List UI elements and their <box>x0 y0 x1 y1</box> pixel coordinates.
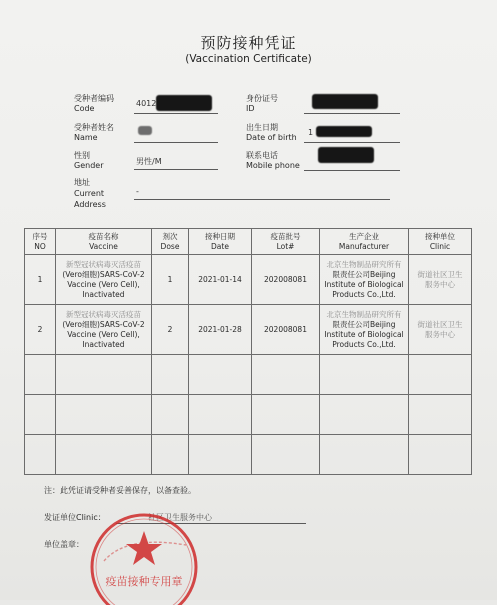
row-date: 2021-01-14 <box>189 255 252 305</box>
table-header-row <box>25 229 472 255</box>
dob-redaction <box>316 126 372 137</box>
gender-label-cn: 性别 <box>74 151 90 160</box>
seal-ring <box>92 515 196 605</box>
address-value: - <box>136 187 139 196</box>
row-dose: 1 <box>152 255 189 305</box>
address-underline <box>134 199 390 200</box>
row-vaccine: 新型冠状病毒灭活疫苗 (Vero细胞)SARS-CoV-2 Vaccine (Vero Cell), Inactivated <box>56 305 152 355</box>
code-label-cn: 受种者编码 <box>74 94 114 103</box>
row-clinic: 街道社区卫生 服务中心 <box>409 255 472 305</box>
gender-underline <box>134 169 218 170</box>
issuer-label: 发证单位Clinic： <box>44 513 106 522</box>
header-dose: 剂次 Dose <box>152 229 189 255</box>
row-clinic: 街道社区卫生 服务中心 <box>409 305 472 355</box>
table-row-empty <box>25 395 472 435</box>
row-lot: 202008081 <box>252 255 320 305</box>
certificate-title-cn: 预防接种凭证 <box>200 34 297 52</box>
code-label-en: Code <box>74 104 95 113</box>
header-manufacturer: 生产企业 Manufacturer <box>320 229 409 255</box>
id-label-cn: 身份证号 <box>246 94 278 103</box>
gender-value: 男性/M <box>136 157 162 166</box>
row-manufacturer: 北京生物制品研究所有 限责任公司Beijing Institute of Biological Products Co.,Ltd. <box>320 305 409 355</box>
table-row-empty <box>25 355 472 395</box>
row-date: 2021-01-28 <box>189 305 252 355</box>
seal-label: 单位盖章： <box>44 540 84 549</box>
id-redaction <box>312 94 378 109</box>
certificate-title-en: (Vaccination Certificate) <box>185 53 312 65</box>
header-clinic: 接种单位 Clinic <box>409 229 472 255</box>
row-no: 2 <box>25 305 56 355</box>
code-value-partial: 4012 <box>136 99 157 108</box>
name-redaction <box>138 126 152 135</box>
header-vaccine: 疫苗名称 Vaccine <box>56 229 152 255</box>
row-manufacturer: 北京生物制品研究所有 限责任公司Beijing Institute of Biological Products Co.,Ltd. <box>320 255 409 305</box>
id-underline <box>304 113 400 114</box>
official-seal <box>86 505 202 605</box>
row-no: 1 <box>25 255 56 305</box>
address-label-en1: Current <box>74 189 105 198</box>
address-label-cn: 地址 <box>74 178 90 187</box>
phone-label-en: Mobile phone <box>246 161 300 170</box>
dob-label-en: Date of birth <box>246 133 297 142</box>
storage-note: 注：此凭证请受种者妥善保存，以备查验。 <box>44 486 196 495</box>
row-lot: 202008081 <box>252 305 320 355</box>
code-underline <box>134 113 218 114</box>
issuer-value: 社区卫生服务中心 <box>148 513 212 522</box>
phone-underline <box>304 170 400 171</box>
dob-value-partial: 1 <box>308 128 314 137</box>
phone-label-cn: 联系电话 <box>246 151 278 160</box>
name-label-en: Name <box>74 133 98 142</box>
name-label-cn: 受种者姓名 <box>74 123 114 132</box>
row-vaccine: 新型冠状病毒灭活疫苗 (Vero细胞)SARS-CoV-2 Vaccine (Vero Cell), Inactivated <box>56 255 152 305</box>
header-date: 接种日期 Date <box>189 229 252 255</box>
address-label-en2: Address <box>74 200 106 209</box>
dob-underline <box>304 142 400 143</box>
table-row <box>25 305 472 355</box>
header-no: 序号 NO <box>25 229 56 255</box>
table-row-empty <box>25 435 472 475</box>
vaccination-table <box>24 228 472 475</box>
gender-label-en: Gender <box>74 161 104 170</box>
seal-text: 疫苗接种专用章 <box>105 575 183 588</box>
id-label-en: ID <box>246 104 255 113</box>
name-underline <box>134 142 218 143</box>
row-dose: 2 <box>152 305 189 355</box>
table-row <box>25 255 472 305</box>
phone-redaction <box>318 147 374 163</box>
seal-star-icon <box>126 531 162 565</box>
code-redaction <box>156 95 212 111</box>
header-lot: 疫苗批号 Lot# <box>252 229 320 255</box>
dob-label-cn: 出生日期 <box>246 123 278 132</box>
